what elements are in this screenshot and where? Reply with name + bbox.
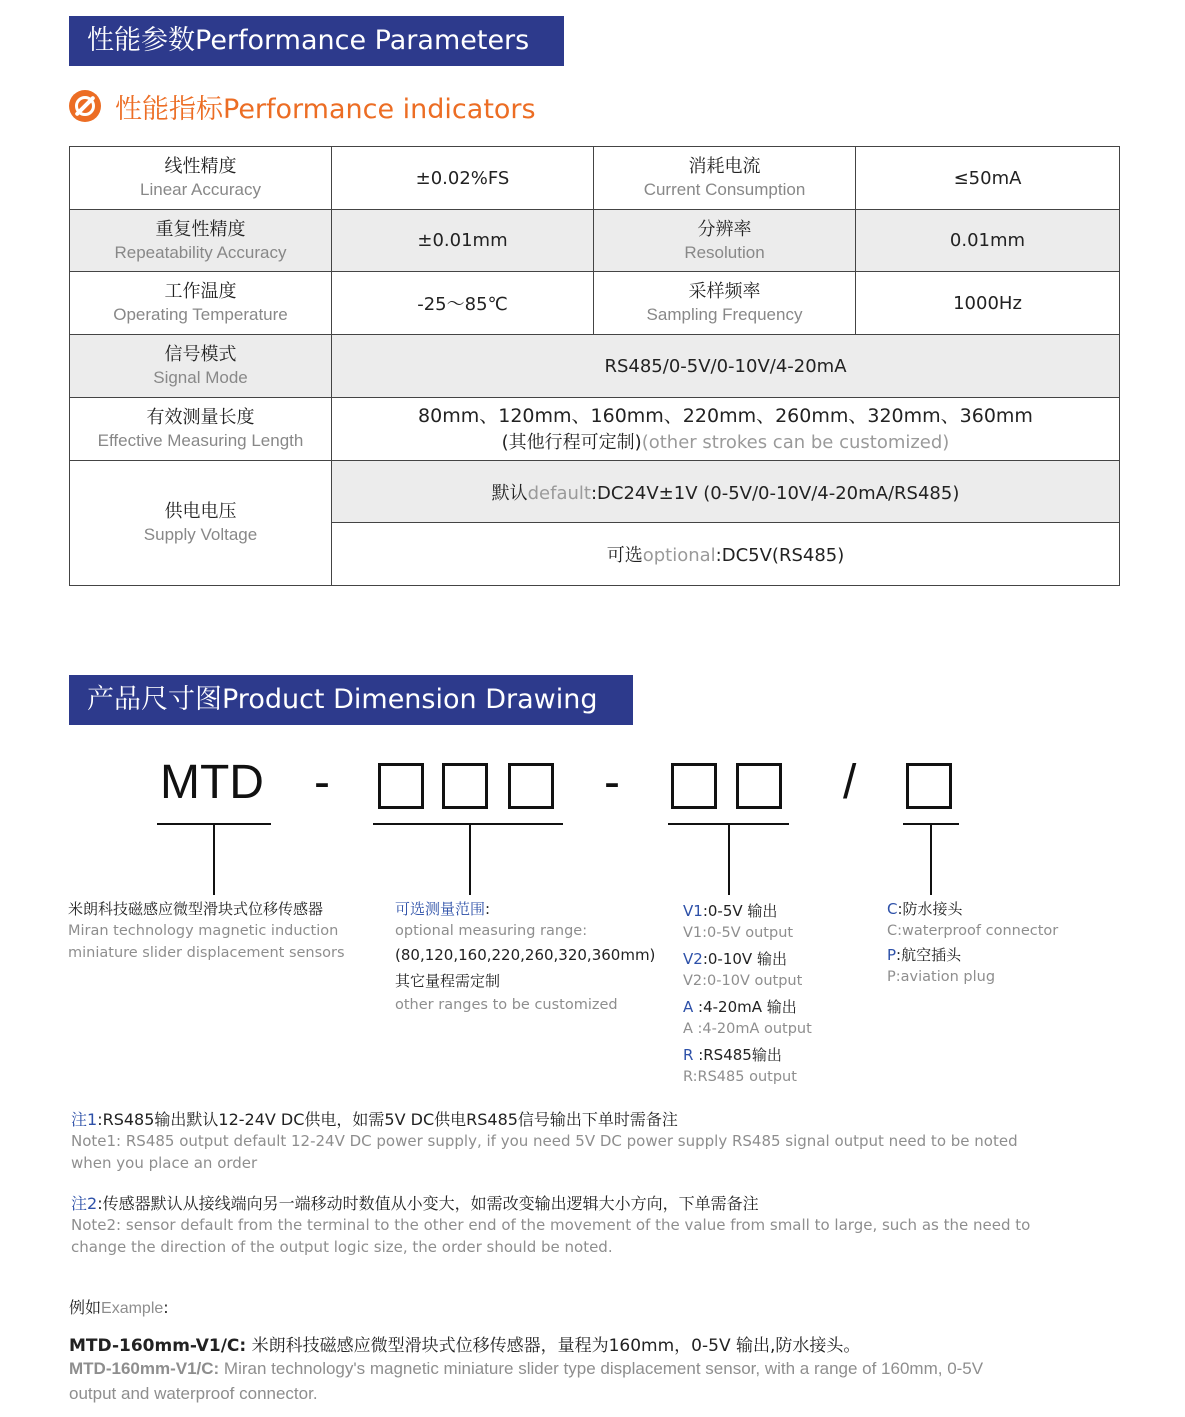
table-row <box>70 335 1120 398</box>
legend-connector: C:防水接头 C:waterproof connector P:航空插头 P:aviation plug <box>887 900 1059 985</box>
table-label-cell: 供电电压 Supply Voltage <box>70 461 332 586</box>
range-box <box>442 763 488 809</box>
model-dash: - <box>604 756 620 809</box>
note-1: 注1:RS485输出默认12-24V DC供电，如需5V DC供电RS485信号输出下单时需备注 Note1: RS485 output default 12-24V DC power supply, if you need 5V DC power supply RS485 signal output need to be noted when you place an order <box>71 1110 1018 1172</box>
note-2: 注2:传感器默认从接线端向另一端移动时数值从小变大，如需改变输出逻辑大小方向，下单需备注 Note2: sensor default from the terminal to the other end of the movement of the value from small to large, such as the need to change the direction of the output logic size, the order should be noted. <box>71 1194 1031 1256</box>
table-label-cell: 消耗电流 Current Consumption <box>594 147 856 210</box>
table-label-cell: 信号模式 Signal Mode <box>70 335 332 398</box>
model-prefix: MTD <box>160 756 264 809</box>
leader-line <box>728 823 730 895</box>
output-box <box>736 763 782 809</box>
example-text: MTD-160mm-V1/C: 米朗科技磁感应微型滑块式位移传感器，量程为160mm，0-5V 输出,防水接头。 MTD-160mm-V1/C: Miran technology's magnetic miniature slider type displacement sensor, with a range of 160mm, 0-5V output and waterproof connector. <box>69 1336 984 1403</box>
table-label-cell: 采样频率 Sampling Frequency <box>594 272 856 335</box>
table-label-cell: 工作温度 Operating Temperature <box>70 272 332 335</box>
section-title-dimension-drawing: 产品尺寸图Product Dimension Drawing <box>69 675 633 725</box>
example-label: 例如Example: <box>69 1298 169 1317</box>
subtitle-text: 性能指标Performance indicators <box>115 93 536 125</box>
subtitle-performance-indicators <box>69 86 536 126</box>
leader-line <box>213 823 215 895</box>
legend-prefix: 米朗科技磁感应微型滑块式位移传感器 Miran technology magnetic induction miniature slider displacement sensors <box>68 900 345 961</box>
table-row <box>70 461 1120 523</box>
table-row <box>70 272 1120 335</box>
output-box <box>671 763 717 809</box>
table-label-cell: 分辨率 Resolution <box>594 210 856 272</box>
table-value-cell: ≤50mA <box>856 147 1120 210</box>
table-value-cell: ±0.01mm <box>332 210 594 272</box>
table-value-cell: 可选optional:DC5V(RS485) <box>332 523 1120 586</box>
connector-box <box>906 763 952 809</box>
table-row <box>70 398 1120 461</box>
table-label-cell: 线性精度 Linear Accuracy <box>70 147 332 210</box>
model-slash: / <box>843 756 857 809</box>
legend-output: V1:0-5V 输出 V1:0-5V output V2:0-10V 输出 V2:0-10V output A :4-20mA 输出 A :4-20mA output R :RS485输出 R:RS485 output <box>683 902 812 1085</box>
leader-line <box>930 823 932 895</box>
table-value-cell: 1000Hz <box>856 272 1120 335</box>
table-value-cell: 80mm、120mm、160mm、220mm、260mm、320mm、360mm (其他行程可定制)(other strokes can be customized) <box>332 398 1120 461</box>
table-value-cell: 0.01mm <box>856 210 1120 272</box>
table-label-cell: 重复性精度 Repeatability Accuracy <box>70 210 332 272</box>
range-box <box>378 763 424 809</box>
table-value-cell: 默认default:DC24V±1V (0-5V/0-10V/4-20mA/RS485) <box>332 461 1120 523</box>
spec-table <box>69 146 1120 586</box>
table-value-cell: RS485/0-5V/0-10V/4-20mA <box>332 335 1120 398</box>
leader-line <box>469 823 471 895</box>
range-box <box>508 763 554 809</box>
table-row <box>70 147 1120 210</box>
table-label-cell: 有效测量长度 Effective Measuring Length <box>70 398 332 461</box>
table-row <box>70 210 1120 272</box>
tools-icon <box>69 90 101 122</box>
table-value-cell: -25～85℃ <box>332 272 594 335</box>
model-dash: - <box>314 756 330 809</box>
section-title-performance-parameters: 性能参数Performance Parameters <box>69 16 564 66</box>
table-value-cell: ±0.02%FS <box>332 147 594 210</box>
legend-range: 可选测量范围: optional measuring range: (80,120,160,220,260,320,360mm) 其它量程需定制 other ranges to be customized <box>395 900 656 1013</box>
underline <box>373 823 563 825</box>
